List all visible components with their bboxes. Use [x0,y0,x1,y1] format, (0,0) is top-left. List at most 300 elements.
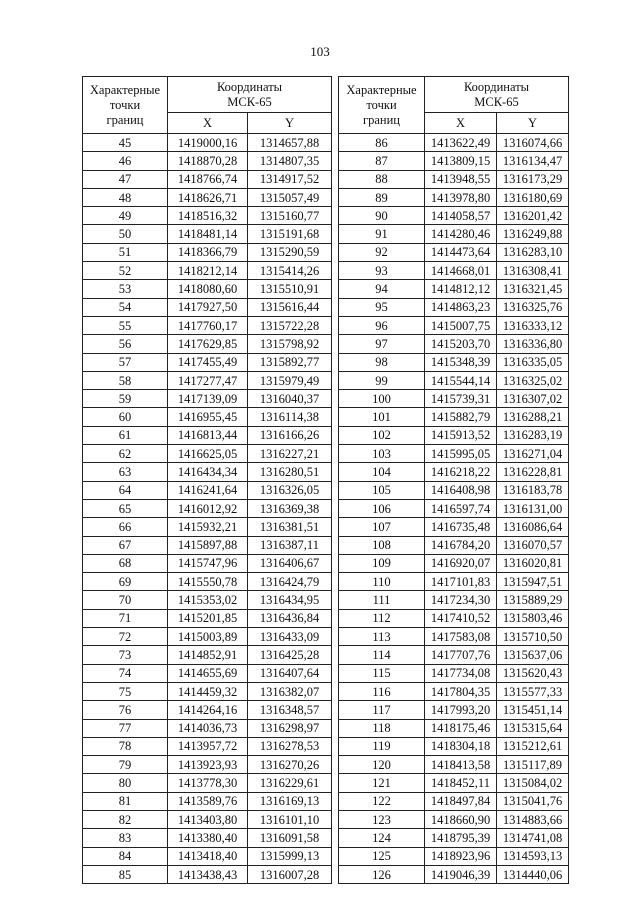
point-number-cell: 89 [339,188,425,206]
table-row [83,353,332,371]
table-row [339,810,569,828]
y-coordinate-cell: 1316278,53 [248,737,332,755]
point-number-cell: 72 [83,628,168,646]
y-coordinate-cell: 1316169,13 [248,792,332,810]
y-coordinate-cell: 1316433,09 [248,628,332,646]
y-coordinate-cell: 1316406,67 [248,554,332,572]
x-coordinate-cell: 1415913,52 [425,426,497,444]
x-coordinate-cell: 1418795,39 [425,829,497,847]
y-coordinate-cell: 1316424,79 [248,573,332,591]
point-number-cell: 108 [339,536,425,554]
x-coordinate-cell: 1413622,49 [425,134,497,152]
x-coordinate-cell: 1418080,60 [168,280,248,298]
header-coords-line: Координаты [216,79,283,94]
y-coordinate-cell: 1316335,05 [497,353,569,371]
y-coordinate-cell: 1316325,02 [497,371,569,389]
x-coordinate-cell: 1418452,11 [425,774,497,792]
x-coordinate-cell: 1418175,46 [425,719,497,737]
x-coordinate-cell: 1415201,85 [168,609,248,627]
point-number-cell: 57 [83,353,168,371]
y-coordinate-cell: 1315117,89 [497,756,569,774]
x-coordinate-cell: 1417101,83 [425,573,497,591]
x-coordinate-cell: 1416955,45 [168,408,248,426]
point-number-cell: 76 [83,701,168,719]
table-row [339,499,569,517]
x-coordinate-cell: 1416012,92 [168,499,248,517]
y-coordinate-cell: 1315160,77 [248,207,332,225]
point-number-cell: 126 [339,865,425,883]
y-coordinate-cell: 1316271,04 [497,445,569,463]
table-row [339,701,569,719]
y-coordinate-cell: 1316091,58 [248,829,332,847]
page-number: 103 [310,44,330,59]
table-row [83,408,332,426]
y-coordinate-cell: 1315979,49 [248,371,332,389]
x-coordinate-cell: 1418923,96 [425,847,497,865]
table-row [83,756,332,774]
y-coordinate-cell: 1316173,29 [497,170,569,188]
point-number-cell: 59 [83,390,168,408]
point-number-cell: 113 [339,628,425,646]
point-number-cell: 83 [83,829,168,847]
point-number-cell: 112 [339,609,425,627]
point-number-cell: 93 [339,262,425,280]
x-coordinate-cell: 1419000,16 [168,134,248,152]
x-coordinate-cell: 1416813,44 [168,426,248,444]
table-row [339,518,569,536]
table-row [339,646,569,664]
table-row [339,353,569,371]
table-row [339,536,569,554]
table-row [339,188,569,206]
point-number-cell: 49 [83,207,168,225]
point-number-cell: 61 [83,426,168,444]
y-coordinate-cell: 1314741,08 [497,829,569,847]
table-row [339,298,569,316]
table-row [339,573,569,591]
y-coordinate-cell: 1316229,61 [248,774,332,792]
y-coordinate-cell: 1315889,29 [497,591,569,609]
y-coordinate-cell: 1315722,28 [248,316,332,334]
y-coordinate-cell: 1315637,06 [497,646,569,664]
point-number-cell: 70 [83,591,168,609]
header-coords-line: Координаты [463,79,530,94]
point-number-cell: 50 [83,225,168,243]
table-row [339,371,569,389]
table-row [83,152,332,170]
table-row [83,518,332,536]
y-coordinate-cell: 1314440,06 [497,865,569,883]
x-coordinate-cell: 1415544,14 [425,371,497,389]
y-coordinate-cell: 1315315,64 [497,719,569,737]
table-row [83,207,332,225]
y-coordinate-cell: 1316249,88 [497,225,569,243]
point-number-cell: 114 [339,646,425,664]
header-point-line: границ [363,112,400,127]
y-coordinate-cell: 1315057,49 [248,188,332,206]
y-coordinate-cell: 1315798,92 [248,335,332,353]
table-row [83,134,332,152]
y-coordinate-cell: 1314883,66 [497,810,569,828]
point-number-cell: 100 [339,390,425,408]
x-coordinate-cell: 1415007,75 [425,316,497,334]
table-row [339,774,569,792]
y-coordinate-cell: 1315212,61 [497,737,569,755]
point-number-cell: 123 [339,810,425,828]
y-coordinate-cell: 1316134,47 [497,152,569,170]
y-coordinate-cell: 1316307,02 [497,390,569,408]
point-number-cell: 92 [339,243,425,261]
y-coordinate-cell: 1316183,78 [497,481,569,499]
x-coordinate-cell: 1413418,40 [168,847,248,865]
point-number-cell: 60 [83,408,168,426]
y-coordinate-cell: 1315510,91 [248,280,332,298]
y-coordinate-cell: 1316074,66 [497,134,569,152]
y-coordinate-cell: 1316228,81 [497,463,569,481]
point-number-cell: 71 [83,609,168,627]
x-coordinate-cell: 1413957,72 [168,737,248,755]
y-coordinate-cell: 1315084,02 [497,774,569,792]
point-number-cell: 56 [83,335,168,353]
x-coordinate-cell: 1417139,09 [168,390,248,408]
y-coordinate-cell: 1316270,26 [248,756,332,774]
table-row [83,829,332,847]
x-coordinate-cell: 1416784,20 [425,536,497,554]
y-coordinate-cell: 1316325,76 [497,298,569,316]
y-coordinate-cell: 1316283,10 [497,243,569,261]
point-number-cell: 119 [339,737,425,755]
point-number-cell: 124 [339,829,425,847]
y-coordinate-cell: 1315710,50 [497,628,569,646]
point-number-cell: 106 [339,499,425,517]
x-coordinate-cell: 1413809,15 [425,152,497,170]
point-number-cell: 62 [83,445,168,463]
point-number-cell: 120 [339,756,425,774]
x-coordinate-cell: 1417277,47 [168,371,248,389]
point-number-cell: 66 [83,518,168,536]
y-coordinate-cell: 1316326,05 [248,481,332,499]
y-coordinate-cell: 1316007,28 [248,865,332,883]
table-row [83,865,332,883]
table-row [339,335,569,353]
y-coordinate-cell: 1316288,21 [497,408,569,426]
point-number-cell: 64 [83,481,168,499]
point-number-cell: 63 [83,463,168,481]
point-number-cell: 53 [83,280,168,298]
x-coordinate-cell: 1416218,22 [425,463,497,481]
point-number-cell: 110 [339,573,425,591]
table-row [83,298,332,316]
table-row [339,628,569,646]
x-coordinate-cell: 1418660,90 [425,810,497,828]
table-row [83,847,332,865]
y-coordinate-cell: 1316227,21 [248,445,332,463]
table-row [83,463,332,481]
x-coordinate-cell: 1417629,85 [168,335,248,353]
point-number-cell: 107 [339,518,425,536]
table-row [339,152,569,170]
y-coordinate-cell: 1316369,38 [248,499,332,517]
x-coordinate-cell: 1416920,07 [425,554,497,572]
table-row [83,426,332,444]
coordinates-table-left [82,76,332,884]
header-point-line: Характерные [89,82,161,97]
table-row [83,536,332,554]
x-coordinate-cell: 1414473,64 [425,243,497,261]
x-coordinate-cell: 1417993,20 [425,701,497,719]
point-number-cell: 94 [339,280,425,298]
y-coordinate-cell: 1314807,35 [248,152,332,170]
table-row [339,463,569,481]
x-coordinate-cell: 1415995,05 [425,445,497,463]
point-number-cell: 47 [83,170,168,188]
coordinates-table-right [338,76,569,884]
x-coordinate-cell: 1413923,93 [168,756,248,774]
point-number-cell: 46 [83,152,168,170]
y-coordinate-cell: 1316382,07 [248,682,332,700]
point-number-cell: 52 [83,262,168,280]
table-row [339,445,569,463]
x-coordinate-cell: 1415882,79 [425,408,497,426]
table-row [83,609,332,627]
table-row [339,554,569,572]
x-coordinate-cell: 1416241,64 [168,481,248,499]
table-row [339,737,569,755]
y-coordinate-cell: 1316280,51 [248,463,332,481]
y-coordinate-cell: 1315999,13 [248,847,332,865]
y-coordinate-cell: 1315803,46 [497,609,569,627]
x-coordinate-cell: 1417410,52 [425,609,497,627]
x-coordinate-cell: 1418497,84 [425,792,497,810]
x-coordinate-cell: 1418870,28 [168,152,248,170]
y-coordinate-cell: 1316436,84 [248,609,332,627]
table-row [339,316,569,334]
header-y: Y [497,113,569,134]
y-coordinate-cell: 1315620,43 [497,664,569,682]
y-coordinate-cell: 1316086,64 [497,518,569,536]
table-row [83,371,332,389]
y-coordinate-cell: 1316434,95 [248,591,332,609]
x-coordinate-cell: 1417707,76 [425,646,497,664]
table-row [83,445,332,463]
x-coordinate-cell: 1414668,01 [425,262,497,280]
y-coordinate-cell: 1314657,88 [248,134,332,152]
table-row [339,664,569,682]
table-row [339,408,569,426]
y-coordinate-cell: 1316166,26 [248,426,332,444]
y-coordinate-cell: 1316201,42 [497,207,569,225]
x-coordinate-cell: 1413380,40 [168,829,248,847]
y-coordinate-cell: 1316283,19 [497,426,569,444]
point-number-cell: 104 [339,463,425,481]
x-coordinate-cell: 1415739,31 [425,390,497,408]
table-row [339,756,569,774]
point-number-cell: 88 [339,170,425,188]
header-boundary-points [339,77,425,134]
table-row [83,481,332,499]
point-number-cell: 101 [339,408,425,426]
point-number-cell: 74 [83,664,168,682]
table-row [83,591,332,609]
y-coordinate-cell: 1316131,00 [497,499,569,517]
table-row [339,280,569,298]
y-coordinate-cell: 1316407,64 [248,664,332,682]
point-number-cell: 51 [83,243,168,261]
x-coordinate-cell: 1414812,12 [425,280,497,298]
y-coordinate-cell: 1315191,68 [248,225,332,243]
point-number-cell: 105 [339,481,425,499]
table-row [83,719,332,737]
point-number-cell: 82 [83,810,168,828]
y-coordinate-cell: 1316020,81 [497,554,569,572]
table-row [83,628,332,646]
point-number-cell: 115 [339,664,425,682]
table-row [83,573,332,591]
table-row [339,847,569,865]
point-number-cell: 91 [339,225,425,243]
table-row [83,682,332,700]
point-number-cell: 121 [339,774,425,792]
header-point-line: границ [106,112,144,127]
x-coordinate-cell: 1417455,49 [168,353,248,371]
point-number-cell: 45 [83,134,168,152]
point-number-cell: 78 [83,737,168,755]
table-row [83,243,332,261]
point-number-cell: 97 [339,335,425,353]
point-number-cell: 80 [83,774,168,792]
table-row [83,646,332,664]
point-number-cell: 96 [339,316,425,334]
table-row [339,262,569,280]
header-point-line: точки [366,97,397,112]
table-row [83,774,332,792]
table-row [339,207,569,225]
point-number-cell: 69 [83,573,168,591]
table-row [83,810,332,828]
x-coordinate-cell: 1418304,18 [425,737,497,755]
point-number-cell: 54 [83,298,168,316]
x-coordinate-cell: 1413978,80 [425,188,497,206]
header-boundary-points [83,77,168,134]
table-row [339,225,569,243]
x-coordinate-cell: 1419046,39 [425,865,497,883]
x-coordinate-cell: 1417234,30 [425,591,497,609]
x-coordinate-cell: 1418516,32 [168,207,248,225]
point-number-cell: 103 [339,445,425,463]
table-row [83,499,332,517]
x-coordinate-cell: 1415897,88 [168,536,248,554]
table-body-left [83,134,332,884]
x-coordinate-cell: 1416625,05 [168,445,248,463]
table-row [83,225,332,243]
point-number-cell: 122 [339,792,425,810]
point-number-cell: 58 [83,371,168,389]
y-coordinate-cell: 1316040,37 [248,390,332,408]
x-coordinate-cell: 1417927,50 [168,298,248,316]
x-coordinate-cell: 1414852,91 [168,646,248,664]
header-coordinates [168,77,332,113]
y-coordinate-cell: 1315947,51 [497,573,569,591]
header-coordinates [425,77,569,113]
point-number-cell: 85 [83,865,168,883]
x-coordinate-cell: 1415348,39 [425,353,497,371]
x-coordinate-cell: 1416434,34 [168,463,248,481]
table-row [339,829,569,847]
x-coordinate-cell: 1416597,74 [425,499,497,517]
table-row [339,390,569,408]
table-row [339,481,569,499]
point-number-cell: 90 [339,207,425,225]
y-coordinate-cell: 1315892,77 [248,353,332,371]
point-number-cell: 48 [83,188,168,206]
table-row [83,316,332,334]
y-coordinate-cell: 1315616,44 [248,298,332,316]
table-row [339,243,569,261]
x-coordinate-cell: 1415353,02 [168,591,248,609]
x-coordinate-cell: 1418366,79 [168,243,248,261]
header-y: Y [248,113,332,134]
table-row [83,390,332,408]
point-number-cell: 84 [83,847,168,865]
point-number-cell: 98 [339,353,425,371]
x-coordinate-cell: 1418626,71 [168,188,248,206]
y-coordinate-cell: 1314917,52 [248,170,332,188]
x-coordinate-cell: 1413403,80 [168,810,248,828]
header-x: X [168,113,248,134]
y-coordinate-cell: 1316298,97 [248,719,332,737]
table-row [83,170,332,188]
table-row [83,335,332,353]
point-number-cell: 68 [83,554,168,572]
point-number-cell: 109 [339,554,425,572]
table-row [339,792,569,810]
x-coordinate-cell: 1414264,16 [168,701,248,719]
y-coordinate-cell: 1316180,69 [497,188,569,206]
x-coordinate-cell: 1415203,70 [425,335,497,353]
point-number-cell: 77 [83,719,168,737]
x-coordinate-cell: 1418413,58 [425,756,497,774]
header-coords-line: МСК-65 [227,94,272,109]
y-coordinate-cell: 1315290,59 [248,243,332,261]
y-coordinate-cell: 1316336,80 [497,335,569,353]
y-coordinate-cell: 1314593,13 [497,847,569,865]
x-coordinate-cell: 1417583,08 [425,628,497,646]
point-number-cell: 87 [339,152,425,170]
point-number-cell: 117 [339,701,425,719]
table-body-right [339,134,569,884]
y-coordinate-cell: 1316114,38 [248,408,332,426]
x-coordinate-cell: 1414280,46 [425,225,497,243]
x-coordinate-cell: 1414036,73 [168,719,248,737]
y-coordinate-cell: 1315451,14 [497,701,569,719]
table-row [339,134,569,152]
y-coordinate-cell: 1316333,12 [497,316,569,334]
point-number-cell: 111 [339,591,425,609]
x-coordinate-cell: 1418766,74 [168,170,248,188]
y-coordinate-cell: 1315577,33 [497,682,569,700]
x-coordinate-cell: 1415550,78 [168,573,248,591]
table-row [339,426,569,444]
header-point-line: Характерные [346,82,417,97]
table-row [83,664,332,682]
table-row [339,865,569,883]
y-coordinate-cell: 1315414,26 [248,262,332,280]
x-coordinate-cell: 1413438,43 [168,865,248,883]
point-number-cell: 99 [339,371,425,389]
y-coordinate-cell: 1315041,76 [497,792,569,810]
point-number-cell: 73 [83,646,168,664]
table-row [83,554,332,572]
